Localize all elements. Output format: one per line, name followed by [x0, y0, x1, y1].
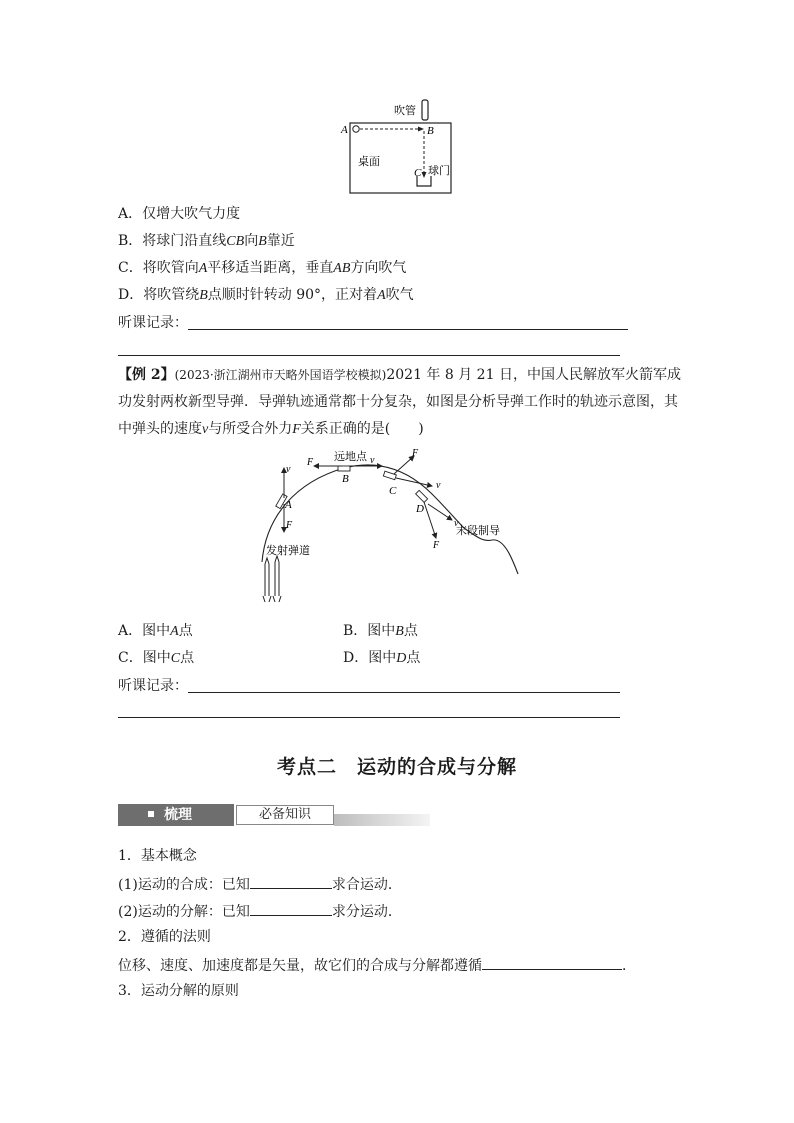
label-b: B	[427, 125, 434, 137]
missile-at-b	[338, 466, 350, 471]
q2-option-b[interactable]: B．图中B点	[343, 623, 418, 639]
arrow-to-b	[418, 127, 424, 132]
launch-missiles	[263, 556, 281, 602]
label-v-b: v	[370, 455, 375, 466]
label-launch: 发射弹道	[266, 544, 310, 557]
section-banner	[118, 804, 430, 826]
label-a: A	[341, 124, 348, 136]
label-f-a: F	[286, 520, 293, 531]
q2-notes-line-2[interactable]	[118, 717, 620, 718]
label-v-c: v	[436, 480, 441, 491]
example2-line1: 【例 2】(2023·浙江湖州市天略外国语学校模拟)2021 年 8 月 21 日，中国人民解放军火箭军成	[118, 367, 681, 383]
q1-option-d[interactable]: D．将吹管绕B点顺时针转动 90°，正对着A吹气	[118, 287, 414, 303]
section-title: 考点二 运动的合成与分解	[276, 756, 517, 778]
label-v-d: v	[454, 518, 459, 529]
label-point-c: C	[389, 485, 397, 497]
decomposition-line: (2)运动的分解：已知 求分运动．	[118, 901, 402, 921]
banner-secondary: 必备知识	[236, 805, 334, 825]
q2-option-a[interactable]: A．图中A点	[118, 623, 193, 639]
label-f-b: F	[307, 457, 314, 468]
square-bullet-icon	[148, 811, 154, 817]
label-v-a: v	[286, 464, 291, 475]
arrow-to-c	[422, 172, 427, 178]
missile-at-d	[416, 490, 428, 502]
desk-figure	[336, 96, 460, 196]
example2-line3: 中弹头的速度v与所受合外力F关系正确的是( )	[118, 421, 424, 437]
rules-line: 位移、速度、加速度都是矢量，故它们的合成与分解都遵循 ．	[118, 955, 636, 975]
q2-notes-line-1[interactable]	[188, 692, 620, 693]
q2-option-c[interactable]: C．图中C点	[118, 650, 195, 666]
blank-composition[interactable]	[250, 874, 332, 889]
q1-option-c[interactable]: C．将吹管向A平移适当距离，垂直AB方向吹气	[118, 260, 407, 276]
q1-notes-label: 听课记录：	[118, 315, 188, 331]
label-f-c: F	[412, 448, 419, 459]
label-point-b: B	[342, 473, 349, 485]
label-apogee: 远地点	[334, 450, 367, 463]
label-point-d: D	[416, 503, 424, 515]
label-c: C	[414, 167, 422, 179]
q1-notes-line-2[interactable]	[118, 355, 620, 356]
q1-option-b[interactable]: B．将球门沿直线CB向B靠近	[118, 233, 295, 249]
heading-principle: 3．运动分解的原则	[118, 983, 239, 999]
banner-primary: 梳理	[118, 804, 234, 826]
force-c	[394, 456, 414, 474]
force-d	[424, 502, 436, 538]
ball-at-a	[353, 126, 359, 132]
blow-tube	[422, 100, 428, 120]
blank-decomposition[interactable]	[250, 901, 332, 916]
example2-line2: 功发射两枚新型导弹．导弹轨迹通常都十分复杂，如图是分析导弹工作时的轨迹示意图，其	[118, 394, 678, 410]
label-point-a: A	[285, 499, 292, 511]
q1-option-a[interactable]: A．仅增大吹气力度	[118, 206, 241, 222]
label-tube: 吹管	[394, 104, 416, 117]
label-desk: 桌面	[358, 155, 380, 168]
trajectory-figure	[256, 446, 524, 608]
example-source: (2023·浙江湖州市天略外国语学校模拟)	[174, 368, 387, 382]
label-terminal: 末段制导	[456, 524, 500, 537]
heading-basic-concepts: 1．基本概念	[118, 848, 197, 864]
heading-rules: 2．遵循的法则	[118, 929, 211, 945]
label-f-d: F	[433, 540, 440, 551]
q1-notes-line-1[interactable]	[188, 329, 628, 330]
banner-fade	[334, 814, 430, 826]
example-tag: 【例 2】	[118, 367, 175, 383]
trajectory-curve	[262, 465, 518, 574]
composition-line: (1)运动的合成：已知 求合运动．	[118, 874, 402, 894]
label-goal: 球门	[428, 164, 450, 177]
q2-option-d[interactable]: D．图中D点	[343, 650, 421, 666]
missile-at-c	[383, 471, 396, 479]
blank-rule[interactable]	[482, 955, 622, 970]
q2-notes-label: 听课记录：	[118, 678, 188, 694]
